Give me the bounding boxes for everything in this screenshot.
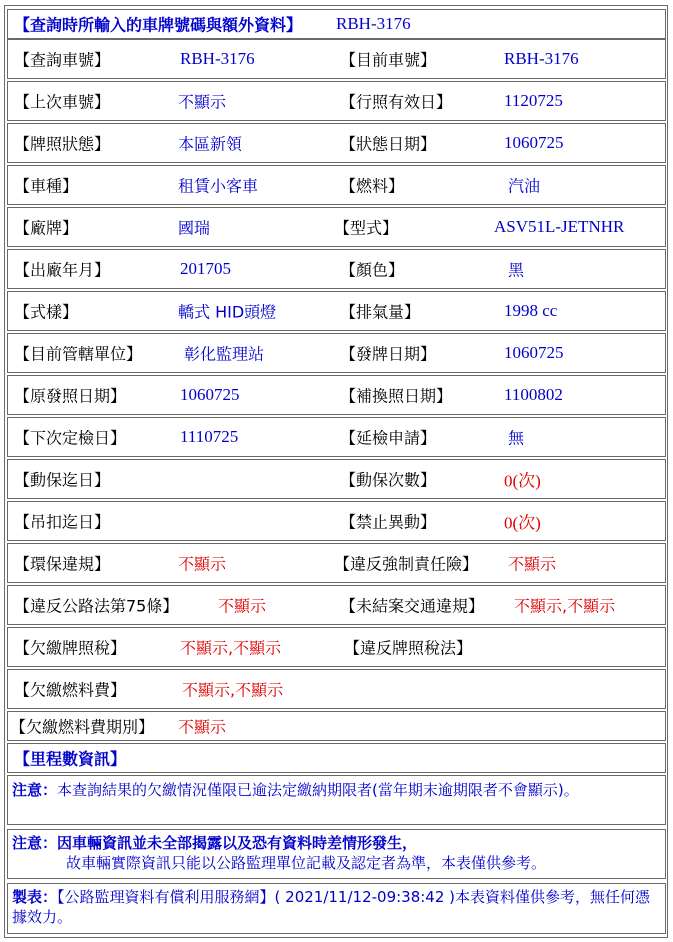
fuel-fee-period-row bbox=[7, 711, 666, 741]
field-value: 不顯示,不顯示 bbox=[514, 596, 616, 616]
query-header-title: 【查詢時所輸入的車牌號碼與額外資料】 bbox=[14, 15, 303, 35]
field-label: 【欠繳燃料費】 bbox=[14, 680, 127, 700]
field-value: RBH-3176 bbox=[504, 49, 579, 68]
field-value: 不顯示,不顯示 bbox=[182, 680, 284, 700]
field-value: 不顯示 bbox=[178, 92, 227, 112]
field-label: 【牌照狀態】 bbox=[14, 134, 111, 154]
field-label: 【環保違規】 bbox=[14, 554, 111, 574]
field-label: 【禁止異動】 bbox=[340, 512, 437, 532]
field-value: 0(次) bbox=[504, 471, 541, 491]
field-label: 【補換照日期】 bbox=[340, 386, 453, 406]
field-value: RBH-3176 bbox=[180, 49, 255, 68]
table-row bbox=[7, 291, 666, 331]
footer-source: 【公路監理資料有償利用服務網】 bbox=[57, 888, 275, 906]
field-value: 1060725 bbox=[180, 385, 240, 404]
field-label: 【違反公路法第75條】 bbox=[14, 596, 179, 616]
field-value: 不顯示 bbox=[218, 596, 267, 616]
field-value: 不顯示,不顯示 bbox=[180, 638, 282, 658]
table-row bbox=[7, 375, 666, 415]
query-header-row bbox=[7, 9, 666, 39]
table-row bbox=[7, 627, 666, 667]
field-label: 【目前車號】 bbox=[340, 50, 437, 70]
field-value: 汽油 bbox=[508, 176, 541, 196]
field-label: 【目前管轄單位】 bbox=[14, 344, 143, 364]
field-value: 1120725 bbox=[504, 91, 563, 110]
field-label: 【違反強制責任險】 bbox=[334, 554, 479, 574]
field-label: 【動保次數】 bbox=[340, 470, 437, 490]
mileage-title: 【里程數資訊】 bbox=[14, 749, 127, 769]
table-row bbox=[7, 669, 666, 709]
field-value: 黑 bbox=[508, 260, 525, 280]
field-label: 【欠繳牌照稅】 bbox=[14, 638, 127, 658]
footer-body: 本表資料僅供參考，無任何憑據效力。 bbox=[12, 888, 651, 926]
field-value: 不顯示 bbox=[508, 554, 557, 574]
field-value: 國瑞 bbox=[178, 218, 211, 238]
field-label: 【欠繳燃料費期別】 bbox=[10, 717, 155, 737]
field-value: 不顯示 bbox=[178, 554, 227, 574]
field-label: 【發牌日期】 bbox=[340, 344, 437, 364]
field-label: 【顏色】 bbox=[340, 260, 405, 280]
field-label: 【下次定檢日】 bbox=[14, 428, 127, 448]
field-value: 1100802 bbox=[504, 385, 563, 404]
note-body-line1: 因車輛資訊並未全部揭露以及恐有資料時差情形發生， bbox=[57, 834, 418, 852]
field-label: 【廠牌】 bbox=[14, 218, 79, 238]
footer-timestamp: ( 2021/11/12-09:38:42 ) bbox=[274, 888, 456, 906]
table-row bbox=[7, 249, 666, 289]
note-body-line2: 故車輛實際資訊只能以公路監理單位記載及認定者為準，本表僅供參考。 bbox=[66, 854, 547, 872]
field-label: 【燃料】 bbox=[340, 176, 405, 196]
field-value: 本區新領 bbox=[178, 134, 243, 154]
note-text-1 bbox=[12, 780, 661, 800]
field-label: 【型式】 bbox=[334, 218, 399, 238]
field-value: ASV51L-JETNHR bbox=[494, 217, 625, 236]
table-row bbox=[7, 81, 666, 121]
field-label: 【車種】 bbox=[14, 176, 79, 196]
footer-text bbox=[12, 887, 661, 927]
table-row bbox=[7, 543, 666, 583]
field-value: 201705 bbox=[180, 259, 231, 278]
field-label: 【吊扣迄日】 bbox=[14, 512, 111, 532]
field-label: 【未結案交通違規】 bbox=[340, 596, 485, 616]
table-row bbox=[7, 585, 666, 625]
field-label: 【延檢申請】 bbox=[340, 428, 437, 448]
table-row bbox=[7, 417, 666, 457]
field-label: 【狀態日期】 bbox=[340, 134, 437, 154]
field-label: 【動保迄日】 bbox=[14, 470, 111, 490]
table-row bbox=[7, 165, 666, 205]
table-row bbox=[7, 123, 666, 163]
note-prefix: 注意： bbox=[12, 781, 58, 799]
footer-prefix: 製表： bbox=[12, 888, 58, 906]
field-label: 【行照有效日】 bbox=[340, 92, 453, 112]
note-body: 本查詢結果的欠繳情況僅限已逾法定繳納期限者(當年期末逾期限者不會顯示)。 bbox=[57, 781, 579, 799]
note-text-2 bbox=[12, 833, 661, 873]
field-value: 1110725 bbox=[180, 427, 239, 446]
field-value: 轎式 HID頭燈 bbox=[178, 302, 277, 322]
table-row bbox=[7, 459, 666, 499]
field-value: 彰化監理站 bbox=[184, 344, 265, 364]
field-value: 1998 cc bbox=[504, 301, 558, 320]
field-label: 【查詢車號】 bbox=[14, 50, 111, 70]
query-header-plate: RBH-3176 bbox=[336, 14, 411, 33]
table-row bbox=[7, 501, 666, 541]
field-label: 【原發照日期】 bbox=[14, 386, 127, 406]
table-row bbox=[7, 207, 666, 247]
field-label: 【式樣】 bbox=[14, 302, 79, 322]
field-label: 【排氣量】 bbox=[340, 302, 421, 322]
footer-row bbox=[7, 883, 666, 934]
field-value: 1060725 bbox=[504, 133, 564, 152]
field-value: 租賃小客車 bbox=[178, 176, 259, 196]
field-value: 不顯示 bbox=[178, 717, 227, 737]
note-prefix: 注意： bbox=[12, 834, 58, 852]
field-label: 【出廠年月】 bbox=[14, 260, 111, 280]
field-value: 無 bbox=[508, 428, 525, 448]
note-row-2 bbox=[7, 829, 666, 879]
field-value: 1060725 bbox=[504, 343, 564, 362]
field-value: 0(次) bbox=[504, 513, 541, 533]
field-label: 【違反牌照稅法】 bbox=[344, 638, 473, 658]
table-row bbox=[7, 39, 666, 79]
field-label: 【上次車號】 bbox=[14, 92, 111, 112]
mileage-row bbox=[7, 743, 666, 773]
note-row-1 bbox=[7, 775, 666, 825]
table-row bbox=[7, 333, 666, 373]
